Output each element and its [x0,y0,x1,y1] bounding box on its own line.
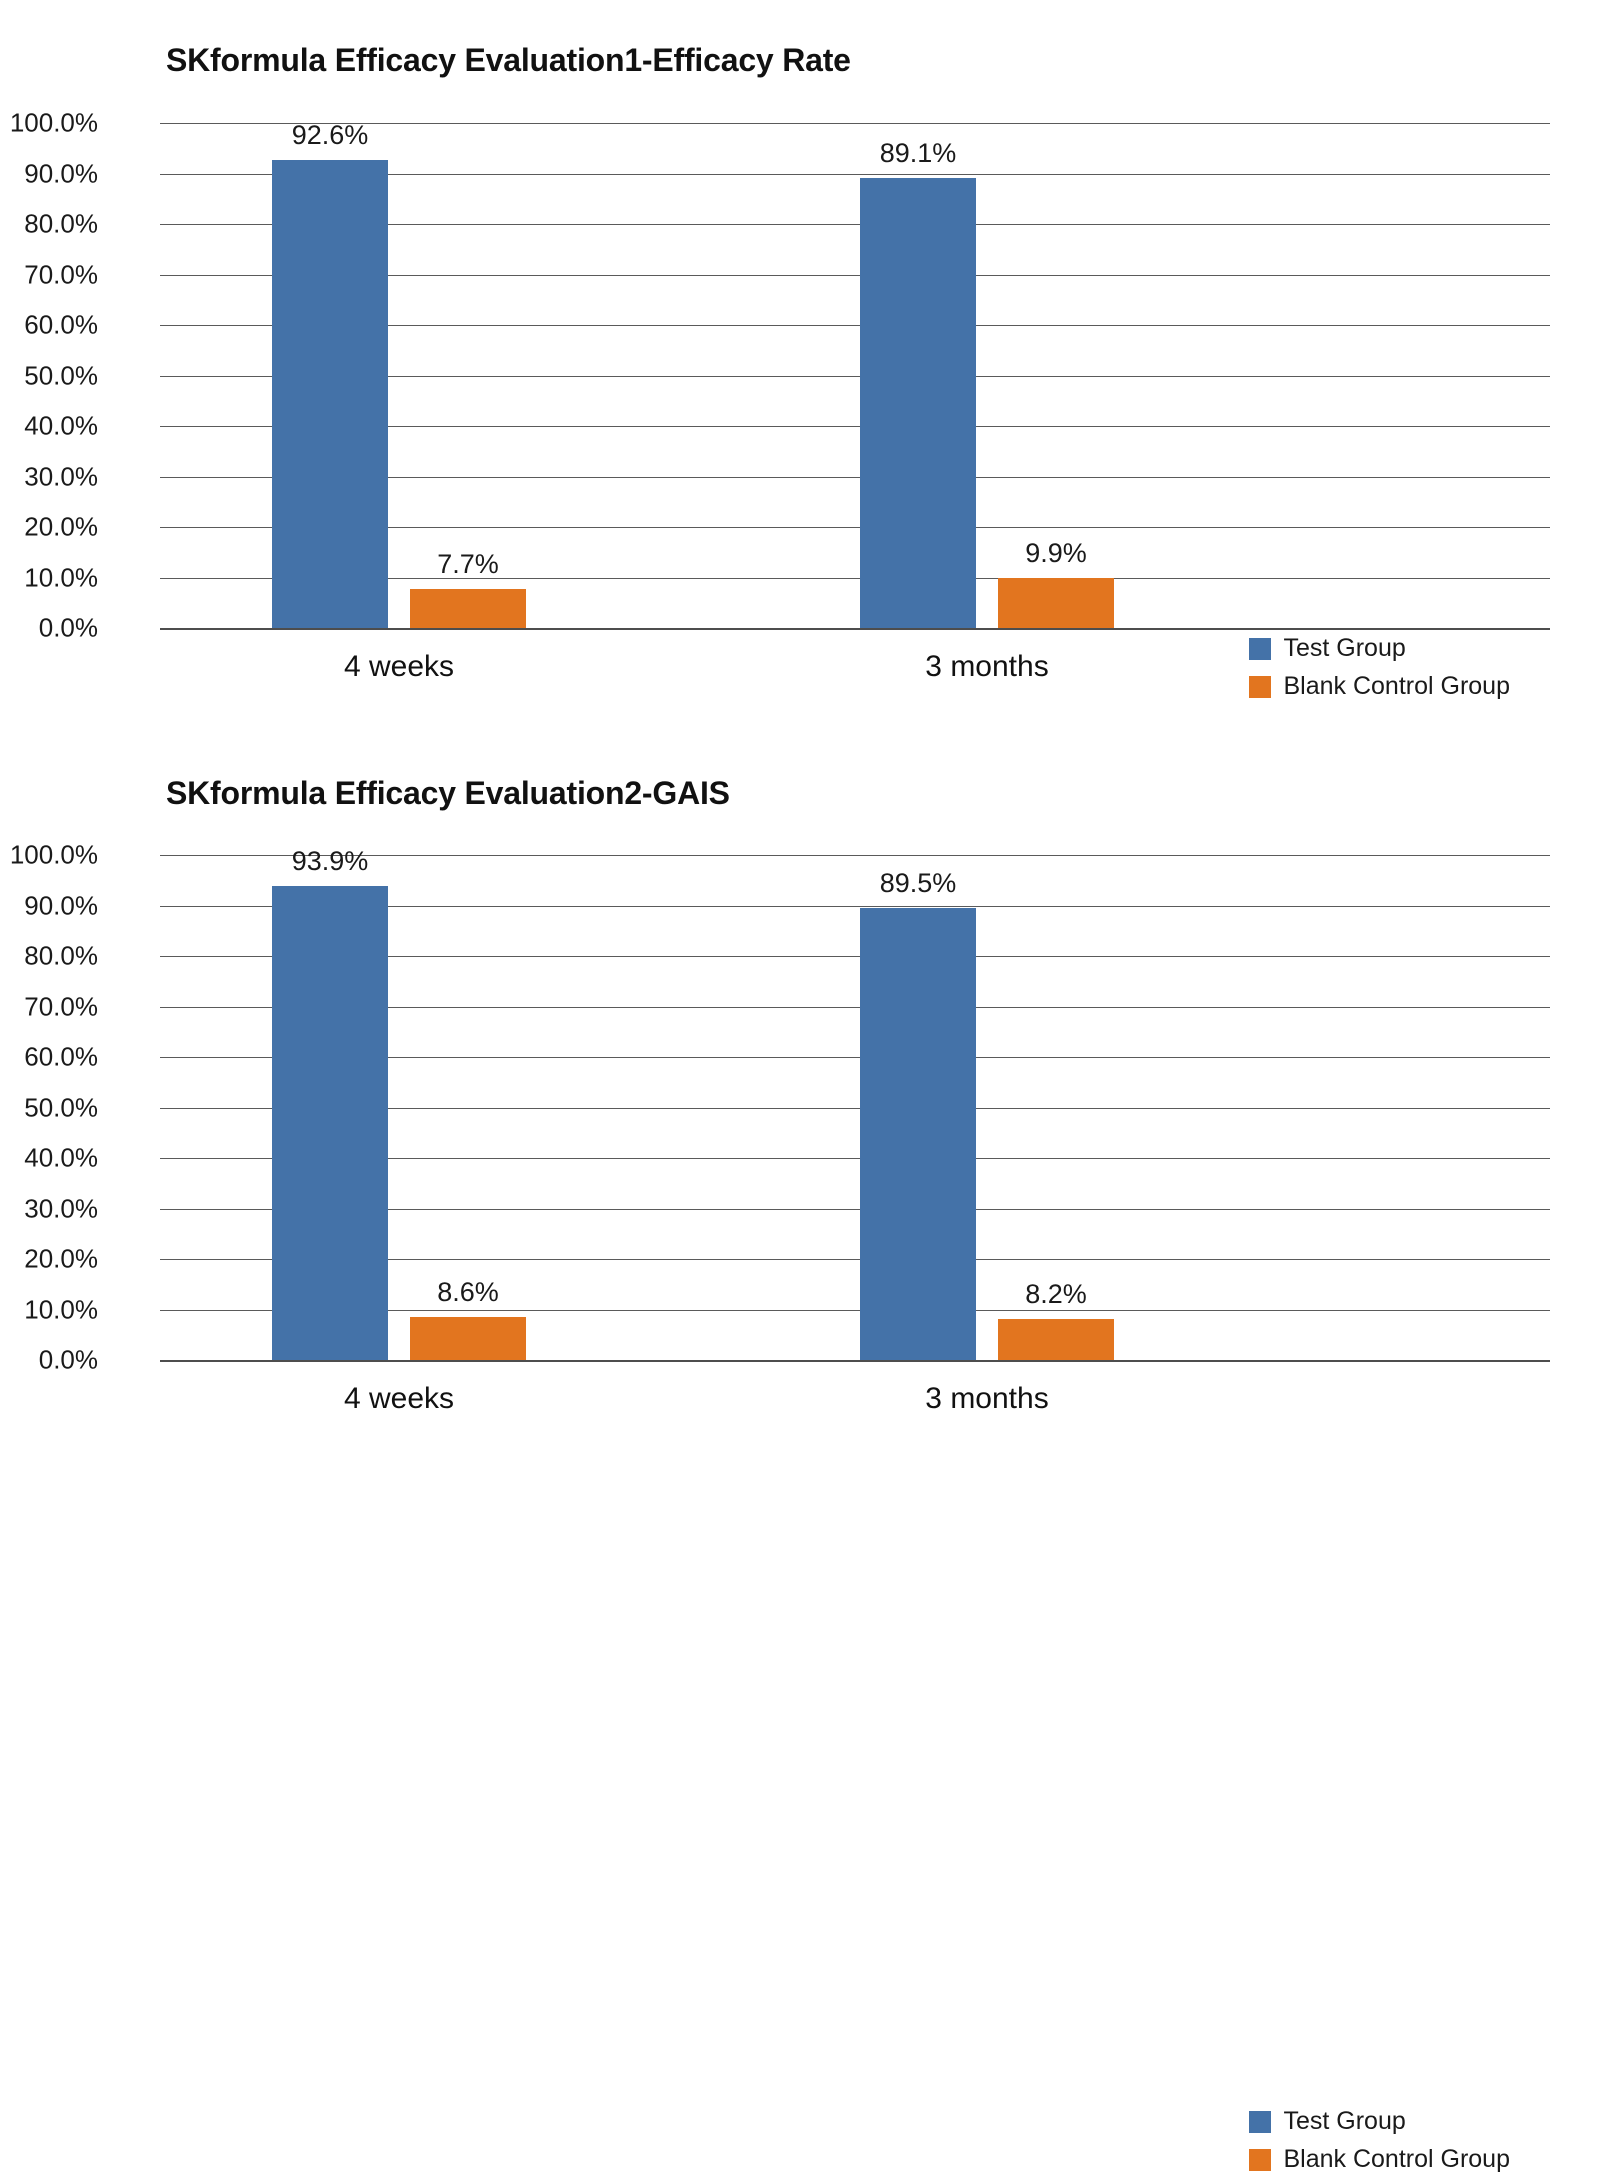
bar-test-group [272,845,388,1360]
legend-swatch-blank-control-group [1249,2149,1271,2171]
bar-group [860,123,1114,628]
y-axis-tick-label: 100.0% [9,107,98,138]
bar-test-group [860,868,976,1360]
chart-title: SKformula Efficacy Evaluation2-GAIS [166,775,730,811]
y-axis-tick-label: 70.0% [24,259,98,289]
legend-item [1249,634,1510,663]
y-axis-tick-label: 50.0% [24,1092,98,1122]
y-axis-tick-label: 10.0% [24,1294,98,1324]
legend-label-blank-control-group: Blank Control Group [1283,2145,1510,2173]
chart-efficacy-rate [0,0,1600,745]
y-axis-tick-label: 30.0% [24,1193,98,1223]
bar-value-label: 92.6% [291,120,369,151]
x-axis-category-label: 3 months [925,650,1049,683]
y-axis-tick-label: 20.0% [24,511,98,542]
legend-item [1249,2107,1510,2136]
y-axis-tick-label: 90.0% [24,158,98,188]
bars-layer [160,120,1550,628]
bar-test-group [860,138,976,628]
bar-group [860,855,1114,1360]
legend-label-blank-control-group: Blank Control Group [1283,672,1510,700]
y-axis-tick-label: 0.0% [38,1344,98,1375]
bar-value-label: 89.1% [879,138,957,169]
y-axis-tick-label: 80.0% [24,940,98,971]
legend-swatch-test-group [1249,2111,1271,2133]
y-axis-tick-label: 40.0% [24,1142,98,1173]
legend-item [1249,2145,1510,2174]
bar-value-label: 9.9% [1025,538,1087,569]
y-axis-tick-label: 30.0% [24,461,98,491]
x-axis-category-label: 3 months [925,1382,1049,1415]
legend-label-test-group: Test Group [1283,2107,1406,2135]
y-axis-tick-label: 20.0% [24,1243,98,1274]
legend-label-test-group: Test Group [1283,634,1406,662]
bar-blank-control-group [410,549,526,628]
bar-group [272,845,526,1360]
x-axis-category-label: 4 weeks [343,1382,455,1415]
legend-swatch-test-group [1249,638,1271,660]
bar-blank-control-group [998,538,1114,628]
x-axis-line [160,1360,1550,1362]
y-axis-tick-label: 10.0% [24,562,98,592]
y-axis-tick-label: 60.0% [24,309,98,340]
legend [1249,634,1510,710]
legend-item [1249,672,1510,701]
bar-test-group [272,120,388,628]
y-axis-tick-label: 40.0% [24,410,98,441]
x-axis-line [160,628,1550,630]
chart-title: SKformula Efficacy Evaluation1-Efficacy Rate [166,42,851,78]
bar-value-label: 8.6% [437,1276,499,1307]
plot-area [9,839,1550,1375]
bar-value-label: 7.7% [437,549,499,580]
chart-gais [0,745,1600,2173]
x-axis-category-label: 4 weeks [343,650,455,683]
legend-swatch-blank-control-group [1249,676,1271,698]
y-axis-tick-label: 0.0% [38,612,98,643]
bar-blank-control-group [410,1276,526,1360]
legend [1249,2107,1510,2183]
bars-layer [160,845,1550,1360]
y-axis-tick-label: 70.0% [24,991,98,1021]
bar-value-label: 93.9% [291,845,369,876]
y-axis-tick-label: 80.0% [24,208,98,239]
plot-area [9,107,1550,643]
bar-group [272,120,526,628]
bar-value-label: 8.2% [1025,1278,1087,1309]
y-axis-tick-label: 90.0% [24,890,98,920]
y-axis-tick-label: 50.0% [24,360,98,390]
y-axis-tick-label: 100.0% [9,839,98,870]
bar-blank-control-group [998,1278,1114,1360]
y-axis-tick-label: 60.0% [24,1041,98,1072]
bar-value-label: 89.5% [879,868,957,899]
